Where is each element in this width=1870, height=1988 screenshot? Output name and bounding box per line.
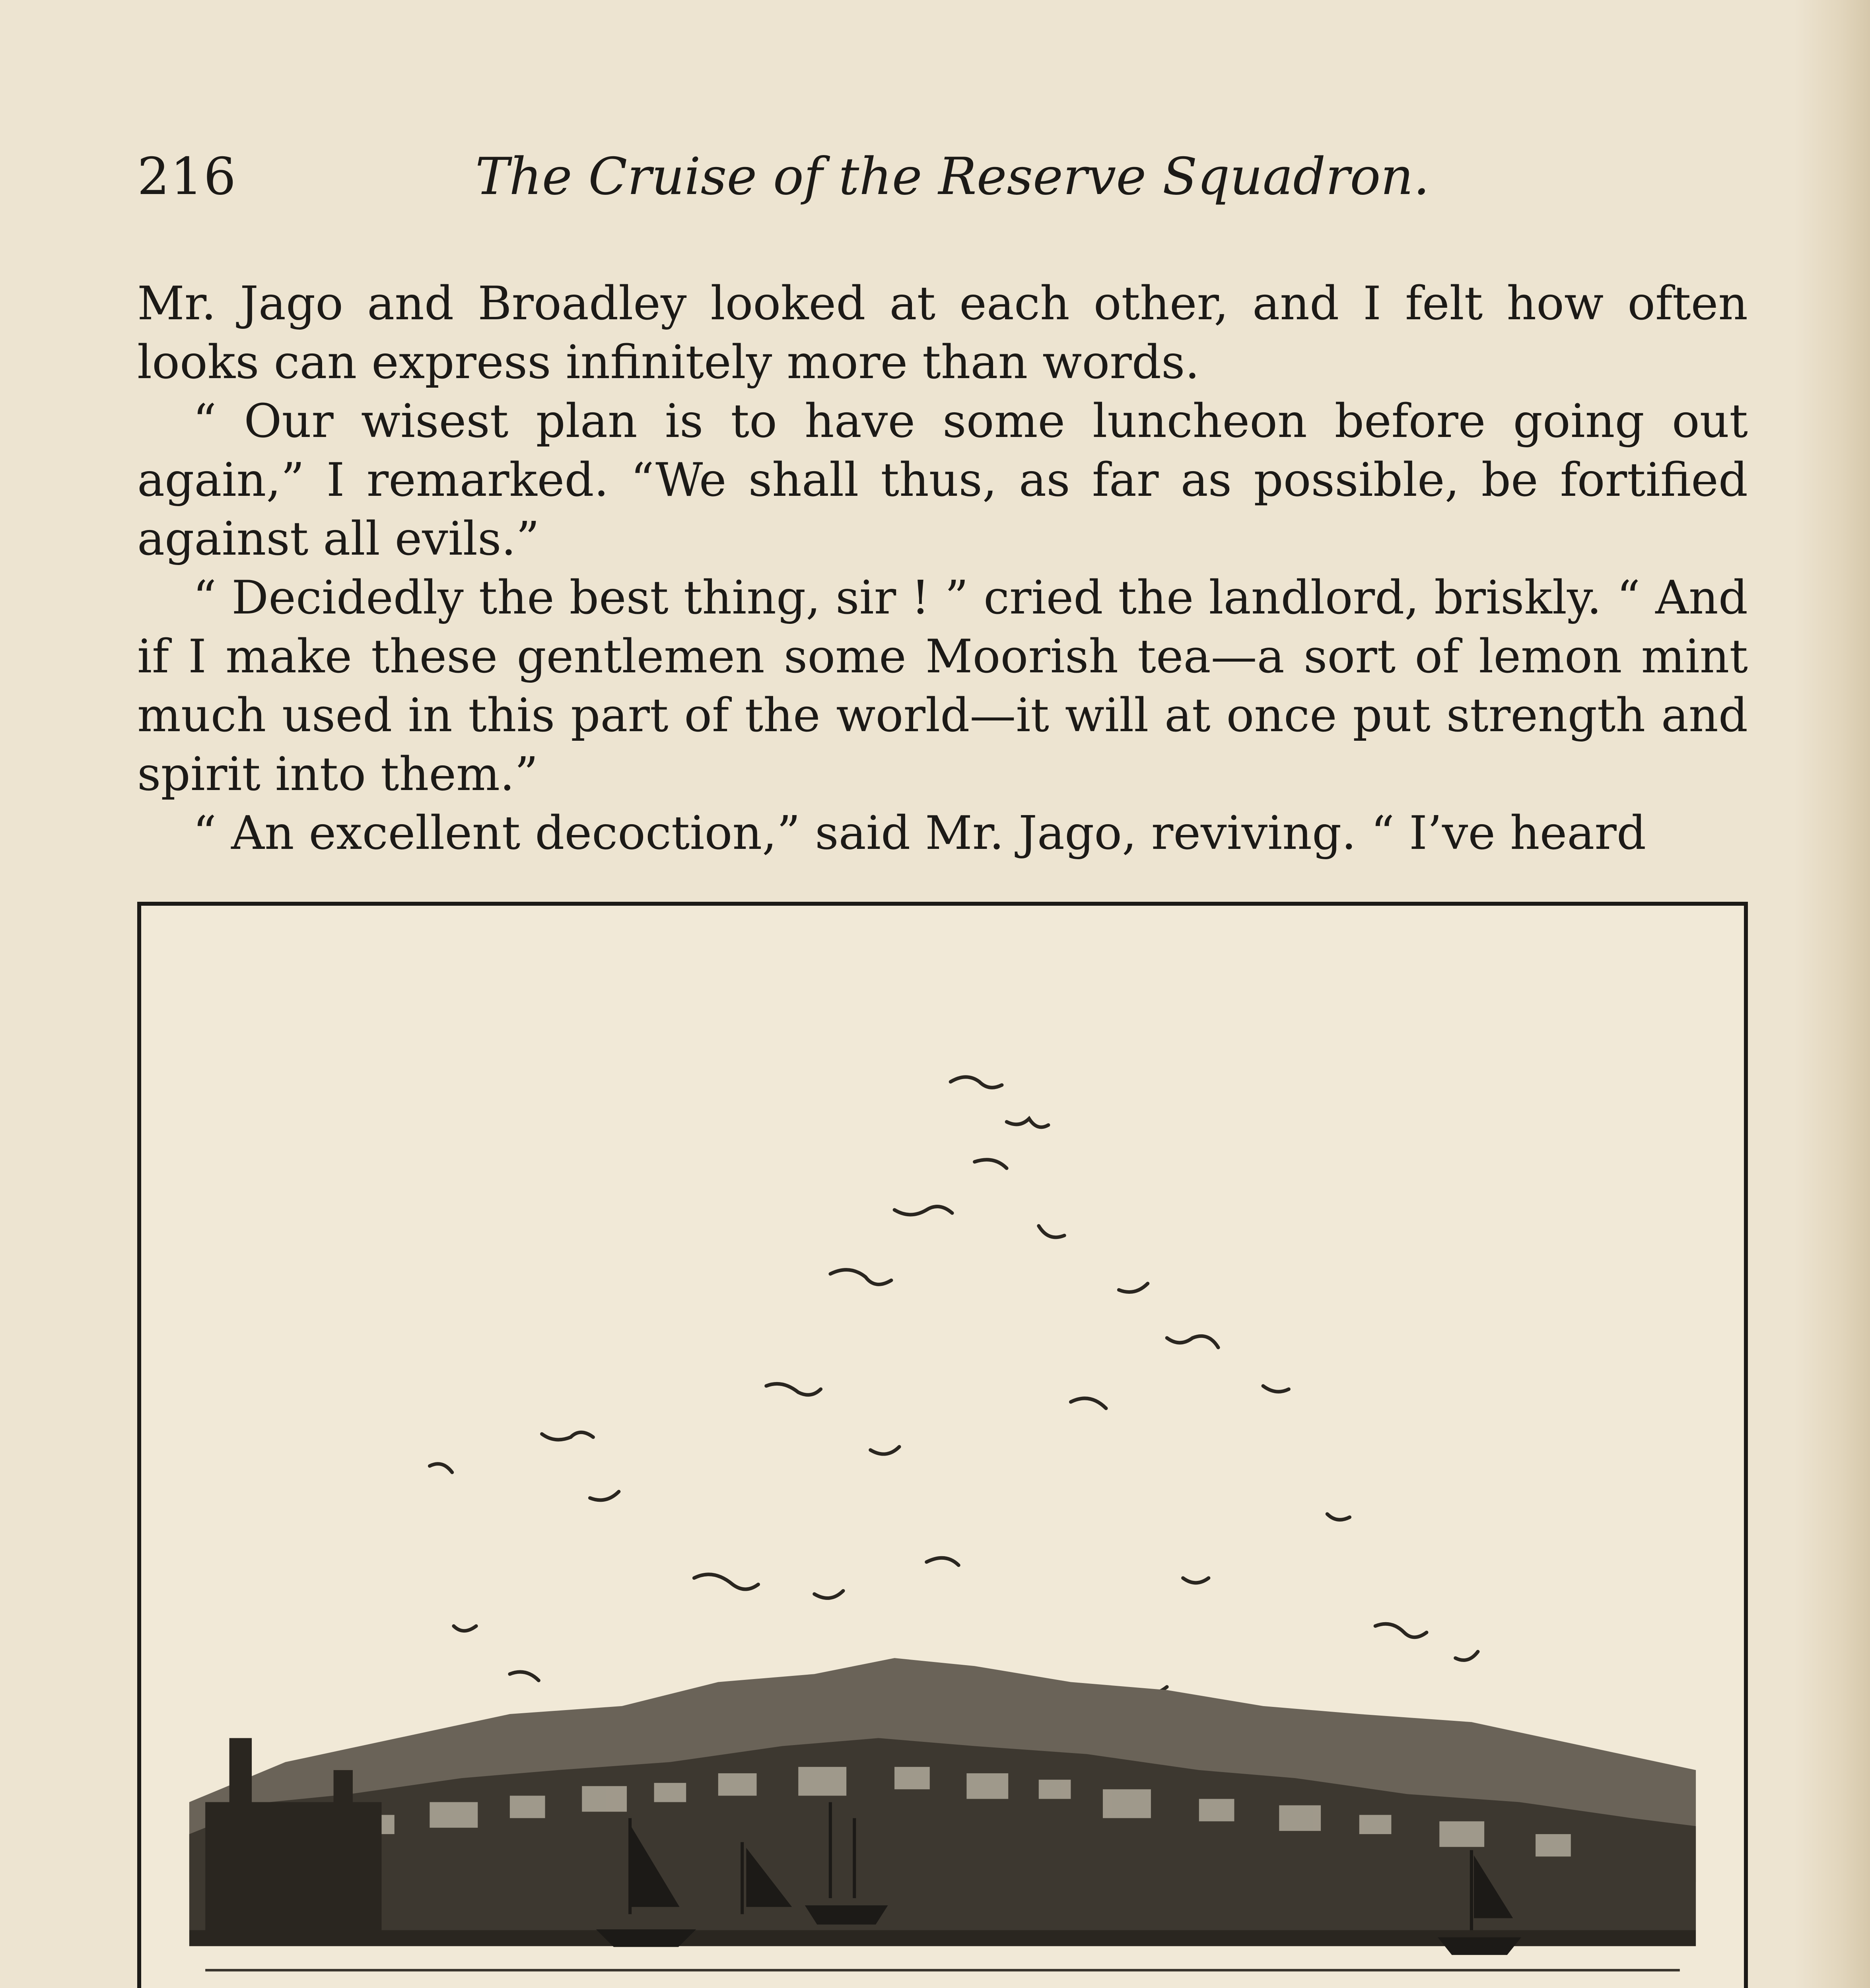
paragraph: “ An excellent decoction,” said Mr. Jago, reviving. “ I’ve heard xyxy=(193,806,1646,860)
tangiers-engraving xyxy=(137,902,1748,1988)
page-number: 216 xyxy=(137,147,237,206)
paragraph: “ Our wisest plan is to have some luncheon before going out again,” I remarked. “We shall thus, as far as possible, be fortified against all evils.” xyxy=(137,394,1748,566)
page-edge-shadow xyxy=(1794,0,1870,1988)
running-head xyxy=(137,143,1748,223)
running-title: The Cruise of the Reserve Squadron. xyxy=(475,147,1430,206)
paragraph: “ Decidedly the best thing, sir ! ” cried the landlord, briskly. “ And if I make these gentlemen some Moorish tea—a sort of lemon mint much used in this part of the world—it will at once put strength and spirit into them.” xyxy=(137,571,1748,801)
paragraph: Mr. Jago and Broadley looked at each other, and I felt how often looks can express infinitely more than words. xyxy=(137,277,1748,389)
text-before-figure xyxy=(137,274,1748,863)
